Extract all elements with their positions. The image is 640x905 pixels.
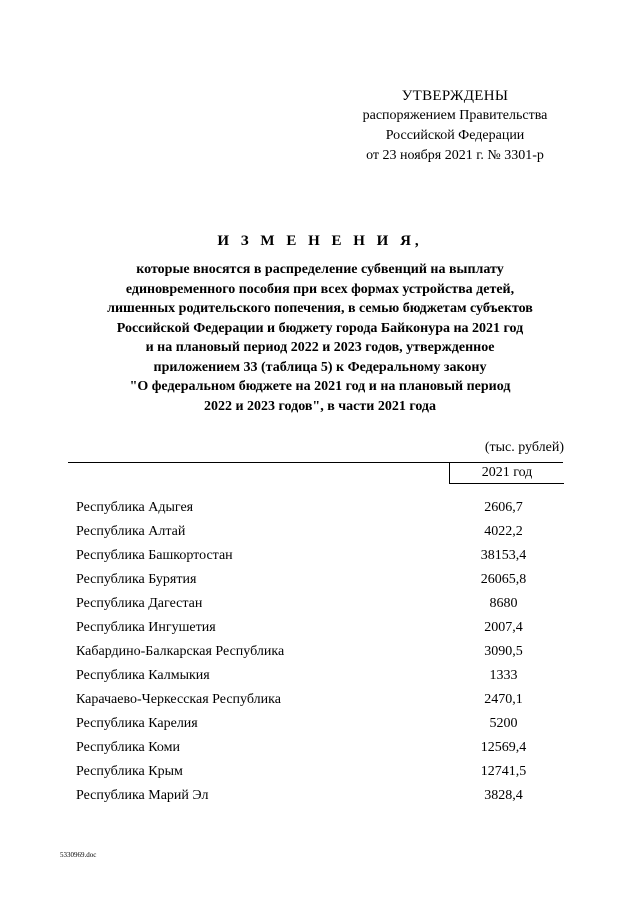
approval-line-3: от 23 ноября 2021 г. № 3301-р xyxy=(366,148,544,163)
document-filename: 5330969.doc xyxy=(60,851,97,859)
title-subtitle xyxy=(60,260,580,416)
approval-line-2: Российской Федерации xyxy=(385,128,525,143)
region-name: Республика Коми xyxy=(76,740,180,755)
region-name: Карачаево-Черкесская Республика xyxy=(76,692,281,707)
table-row xyxy=(76,592,564,616)
title-line: которые вносятся в распределение субвенций на выплату xyxy=(136,262,504,277)
region-amount: 2470,1 xyxy=(484,692,523,707)
approval-heading: УТВЕРЖДЕНЫ xyxy=(401,88,509,104)
approval-line-1: распоряжением Правительства xyxy=(362,108,548,123)
region-name: Республика Крым xyxy=(76,764,183,779)
region-amount: 3828,4 xyxy=(484,788,523,803)
allocation-table xyxy=(76,496,564,808)
title-line: единовременного пособия при всех формах устройства детей, xyxy=(125,281,515,297)
title-line: и на плановый период 2022 и 2023 годов, утвержденное xyxy=(145,340,495,355)
table-column-header: 2021 год xyxy=(449,463,564,484)
region-amount: 12741,5 xyxy=(480,764,527,779)
region-name: Республика Карелия xyxy=(76,716,198,731)
table-row xyxy=(76,640,564,664)
title-line: Российской Федерации и бюджету города Байконура на 2021 год xyxy=(116,320,524,336)
region-name: Республика Адыгея xyxy=(76,500,194,515)
region-amount: 12569,4 xyxy=(480,740,527,755)
table-row xyxy=(76,520,564,544)
region-name: Республика Ингушетия xyxy=(76,620,216,635)
region-name: Республика Марий Эл xyxy=(76,788,209,803)
table-row xyxy=(76,616,564,640)
table-row xyxy=(76,568,564,592)
document-title xyxy=(60,230,580,416)
table-row xyxy=(76,496,564,520)
region-amount: 1333 xyxy=(489,668,518,683)
region-name: Республика Бурятия xyxy=(76,572,197,587)
table-unit-label: (тыс. рублей) xyxy=(484,440,564,455)
title-line: лишенных родительского попечения, в семью бюджетам субъектов xyxy=(107,301,533,316)
region-name: Республика Башкортостан xyxy=(76,548,233,563)
region-name: Республика Калмыкия xyxy=(76,668,210,683)
region-name: Республика Алтай xyxy=(76,524,186,539)
region-amount: 2007,4 xyxy=(484,620,523,635)
region-amount: 26065,8 xyxy=(480,572,527,587)
table-row xyxy=(76,688,564,712)
region-name: Республика Дагестан xyxy=(76,596,203,611)
title-line: приложением 33 (таблица 5) к Федеральному закону xyxy=(153,359,487,375)
table-row xyxy=(76,736,564,760)
region-amount: 5200 xyxy=(489,716,518,731)
table-row xyxy=(76,760,564,784)
title-line: 2022 и 2023 годов", в части 2021 года xyxy=(203,398,437,414)
region-amount: 2606,7 xyxy=(484,500,523,515)
table-row xyxy=(76,784,564,808)
table-row xyxy=(76,712,564,736)
region-amount: 8680 xyxy=(489,596,518,611)
table-row xyxy=(76,664,564,688)
title-main: И З М Е Н Е Н И Я, xyxy=(217,233,423,249)
approval-block xyxy=(345,86,565,166)
region-amount: 38153,4 xyxy=(480,548,527,563)
region-amount: 4022,2 xyxy=(484,524,523,539)
title-line: "О федеральном бюджете на 2021 год и на плановый период xyxy=(129,379,511,394)
region-amount: 3090,5 xyxy=(484,644,523,659)
region-name: Кабардино-Балкарская Республика xyxy=(76,644,285,659)
table-row xyxy=(76,544,564,568)
